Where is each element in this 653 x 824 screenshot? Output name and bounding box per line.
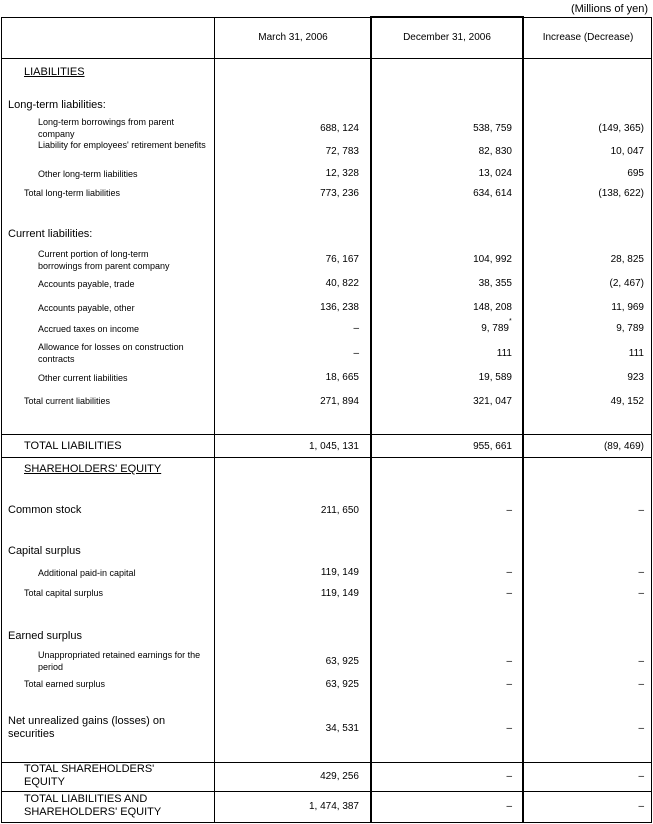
row-label: Accounts payable, trade [38, 279, 135, 289]
row-label: Other long-term liabilities [38, 169, 138, 179]
col-divider-emphasis [370, 16, 372, 823]
cell-value: 63, 925 [325, 679, 359, 690]
cell-value: – [638, 505, 644, 516]
cell-value: – [638, 801, 644, 812]
cell-value: 38, 355 [478, 278, 512, 289]
cell-value: – [638, 567, 644, 578]
cell-value: – [353, 323, 359, 334]
unit-note: (Millions of yen) [570, 3, 648, 15]
cell-value: (2, 467) [609, 278, 644, 289]
cell-value: 923 [627, 372, 644, 383]
section-heading-liabilities: LIABILITIES [24, 66, 85, 78]
total-current-label: Total current liabilities [24, 396, 111, 406]
row-label: Additional paid-in capital [38, 568, 136, 578]
cell-value: 82, 830 [478, 146, 512, 157]
row-label: Long-term borrowings from parent company [38, 117, 175, 139]
cell-value: 119, 149 [320, 567, 359, 578]
col-highlight-top [370, 16, 524, 18]
cell-value: – [506, 723, 512, 734]
cell-value: 136, 238 [320, 302, 359, 313]
section-heading-equity: SHAREHOLDERS' EQUITY [24, 463, 162, 475]
cell-value: 13, 024 [478, 168, 512, 179]
cell-value: 1, 045, 131 [308, 441, 359, 452]
cell-value: – [638, 723, 644, 734]
cell-value: – [506, 588, 512, 599]
cell-value: 40, 822 [325, 278, 359, 289]
cell-value: 10, 047 [610, 146, 644, 157]
cell-value: 271, 894 [320, 396, 359, 407]
cell-value: 12, 328 [325, 168, 359, 179]
cell-value: – [353, 348, 359, 359]
cell-value: 76, 167 [325, 254, 359, 265]
cell-value: – [638, 771, 644, 782]
cell-value: 19, 589 [478, 372, 512, 383]
cell-value: 119, 149 [320, 588, 359, 599]
rule [1, 434, 652, 435]
row-label: Accounts payable, other [38, 303, 135, 313]
cell-value: 18, 665 [325, 372, 359, 383]
header-december-2006: December 31, 2006 [403, 32, 491, 43]
rule [1, 791, 652, 792]
cell-value: 688, 124 [320, 123, 359, 134]
cell-value: 695 [627, 168, 644, 179]
group-label-capital-surplus: Capital surplus [8, 545, 81, 557]
cell-value: – [638, 656, 644, 667]
row-label: Current portion of long-term borrowings from parent company [38, 249, 170, 271]
header-march-2006: March 31, 2006 [258, 32, 328, 43]
cell-value: 211, 650 [320, 505, 359, 516]
header-rule [1, 58, 652, 59]
group-label-earned-surplus: Earned surplus [8, 630, 82, 642]
cell-value: – [506, 801, 512, 812]
cell-value: 955, 661 [473, 441, 512, 452]
cell-value: 634, 614 [473, 188, 512, 199]
total-liabilities-label: TOTAL LIABILITIES [24, 440, 122, 452]
total-capital-surplus-label: Total capital surplus [24, 588, 104, 598]
cell-value: – [506, 656, 512, 667]
cell-value: 9, 789 [616, 323, 644, 334]
cell-value: – [506, 567, 512, 578]
row-label: Accrued taxes on income [38, 324, 140, 334]
group-label-current: Current liabilities: [8, 228, 93, 240]
cell-value: (89, 469) [603, 441, 644, 452]
cell-value: (149, 365) [598, 123, 644, 134]
cell-value: 538, 759 [473, 123, 512, 134]
cell-value: 111 [496, 348, 512, 359]
cell-value: 104, 992 [473, 254, 512, 265]
cell-value: 111 [628, 348, 644, 359]
group-label-long-term: Long-term liabilities: [8, 99, 106, 111]
cell-value: 1, 474, 387 [308, 801, 359, 812]
footnote-mark: * [509, 318, 512, 325]
cell-value: – [506, 505, 512, 516]
cell-value: 429, 256 [320, 771, 359, 782]
cell-value: 72, 783 [325, 146, 359, 157]
col-divider-emphasis [522, 16, 524, 823]
unrealized-gains-label: Net unrealized gains (losses) on securities [8, 715, 166, 740]
total-liabilities-equity-label: TOTAL LIABILITIES AND SHAREHOLDERS' EQUITY [24, 793, 162, 818]
cell-value: – [638, 679, 644, 690]
common-stock-label: Common stock [8, 504, 82, 516]
cell-value: 773, 236 [320, 188, 359, 199]
cell-value: 148, 208 [473, 302, 512, 313]
cell-value: – [506, 771, 512, 782]
row-label: Allowance for losses on construction contracts [38, 342, 184, 364]
cell-value: – [638, 588, 644, 599]
total-earned-surplus-label: Total earned surplus [24, 679, 106, 689]
total-long-term-label: Total long-term liabilities [24, 188, 121, 198]
col-divider [214, 17, 215, 823]
cell-value: 28, 825 [610, 254, 644, 265]
total-equity-label: TOTAL SHAREHOLDERS' EQUITY [24, 763, 155, 788]
row-label: Unappropriated retained earnings for the period [38, 650, 201, 672]
cell-value: 321, 047 [473, 396, 512, 407]
cell-value: 9, 789 [481, 323, 509, 334]
rule [1, 457, 652, 458]
cell-value: – [506, 679, 512, 690]
header-increase-decrease: Increase (Decrease) [542, 32, 634, 43]
row-label: Liability for employees' retirement benefits [38, 140, 206, 150]
cell-value: 34, 531 [325, 723, 359, 734]
cell-value: 11, 969 [611, 302, 644, 313]
cell-value: (138, 622) [598, 188, 644, 199]
cell-value: 63, 925 [325, 656, 359, 667]
row-label: Other current liabilities [38, 373, 128, 383]
cell-value: 49, 152 [610, 396, 644, 407]
